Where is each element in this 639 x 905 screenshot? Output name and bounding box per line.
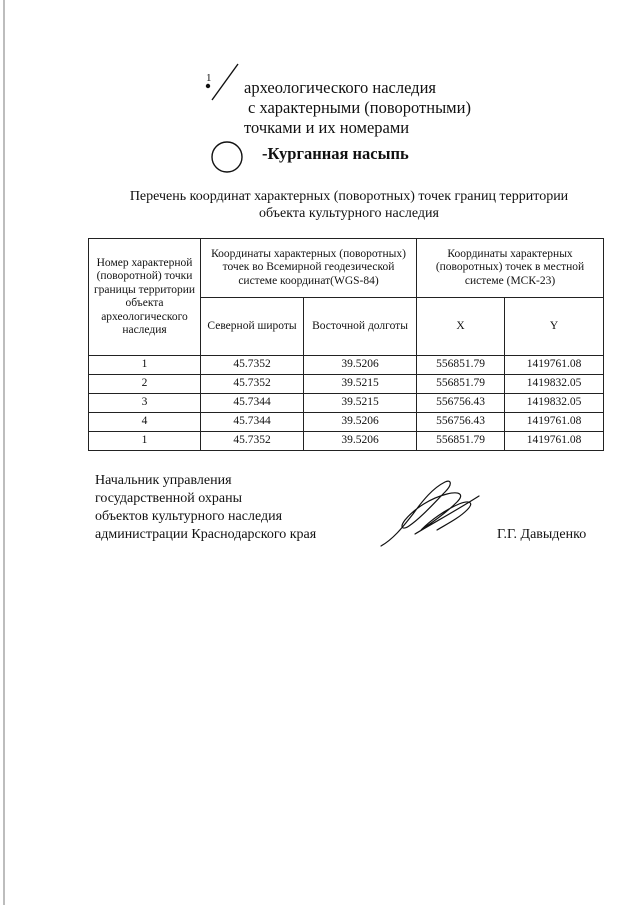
cell-latitude: 45.7352 — [201, 356, 304, 375]
header-north-latitude: Северной широты — [201, 298, 304, 356]
cell-latitude: 45.7344 — [201, 413, 304, 432]
cell-longitude: 39.5215 — [304, 394, 417, 413]
cell-longitude: 39.5206 — [304, 432, 417, 451]
table-title-line-1: Перечень координат характерных (поворотных) точек границ территории — [129, 189, 569, 204]
cell-point-number: 2 — [89, 375, 201, 394]
header-point-number: Номер характерной (поворотной) точки границы территории объекта археологического наследия — [89, 239, 201, 356]
table-title-line-2: объекта культурного наследия — [259, 206, 439, 221]
table-row — [89, 356, 604, 375]
cell-x: 556756.43 — [417, 413, 505, 432]
cell-point-number: 4 — [89, 413, 201, 432]
cell-y: 1419832.05 — [505, 394, 604, 413]
cell-longitude: 39.5206 — [304, 356, 417, 375]
cell-x: 556851.79 — [417, 375, 505, 394]
cell-point-number: 1 — [89, 432, 201, 451]
cell-y: 1419761.08 — [505, 413, 604, 432]
header-x: X — [417, 298, 505, 356]
signatory-title-line-2: государственной охраны — [95, 491, 243, 506]
mound-circle-icon — [210, 140, 244, 174]
cell-y: 1419761.08 — [505, 432, 604, 451]
legend-line-2: с характерными (поворотными) — [248, 98, 471, 117]
legend-marker-number: 1 — [206, 72, 212, 84]
cell-x: 556851.79 — [417, 356, 505, 375]
legend-line-1: археологического наследия — [244, 78, 436, 97]
cell-longitude: 39.5215 — [304, 375, 417, 394]
signatory-title-line-3: объектов культурного наследия — [95, 509, 283, 524]
table-row — [89, 375, 604, 394]
signatory-title-line-4: администрации Краснодарского края — [95, 527, 317, 542]
legend-mound-label: -Курганная насыпь — [262, 144, 409, 163]
handwritten-signature — [375, 474, 485, 554]
table-row — [89, 394, 604, 413]
signatory-title-line-1: Начальник управления — [95, 473, 232, 488]
cell-x: 556851.79 — [417, 432, 505, 451]
cell-latitude: 45.7352 — [201, 375, 304, 394]
table-row — [89, 432, 604, 451]
header-wgs84: Координаты характерных (поворотных) точек во Всемирной геодезической системе координат(WGS-84) — [201, 239, 417, 298]
header-east-longitude: Восточной долготы — [304, 298, 417, 356]
cell-x: 556756.43 — [417, 394, 505, 413]
cell-point-number: 3 — [89, 394, 201, 413]
coordinates-table — [88, 238, 604, 451]
cell-point-number: 1 — [89, 356, 201, 375]
cell-latitude: 45.7344 — [201, 394, 304, 413]
cell-y: 1419761.08 — [505, 356, 604, 375]
cell-latitude: 45.7352 — [201, 432, 304, 451]
boundary-point-marker-icon — [200, 62, 242, 104]
cell-longitude: 39.5206 — [304, 413, 417, 432]
legend-line-3: точками и их номерами — [244, 118, 410, 137]
header-msk23: Координаты характерных (поворотных) точек в местной системе (МСК-23) — [417, 239, 604, 298]
table-row — [89, 413, 604, 432]
header-y: Y — [505, 298, 604, 356]
cell-y: 1419832.05 — [505, 375, 604, 394]
scan-edge-line — [3, 0, 5, 905]
signatory-name: Г.Г. Давыденко — [497, 527, 587, 542]
